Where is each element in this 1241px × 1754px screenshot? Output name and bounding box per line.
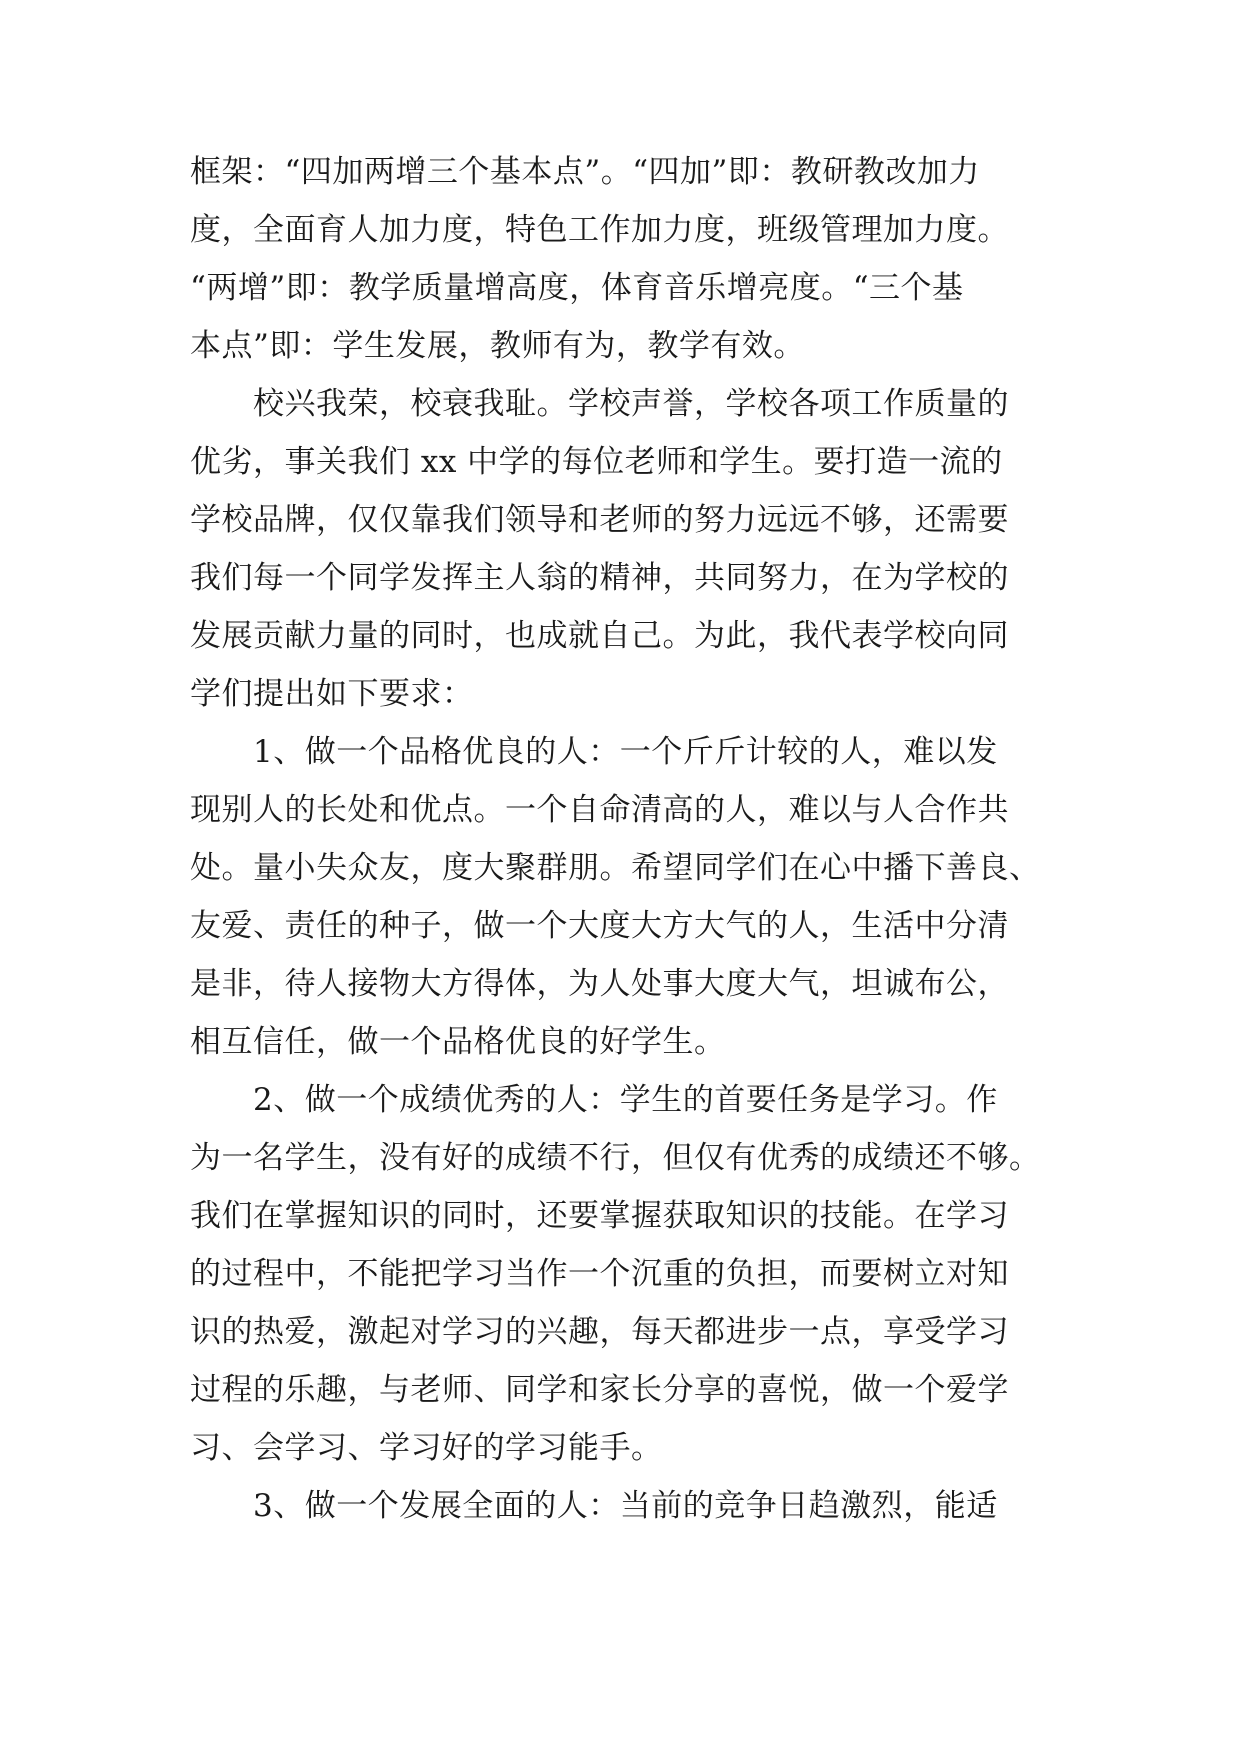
paragraph-start-line: 2、做一个成绩优秀的人：学生的首要任务是学习。作: [253, 1082, 998, 1118]
text-line: 发展贡献力量的同时，也成就自己。为此，我代表学校向同: [190, 618, 1009, 654]
text-line: 过程的乐趣，与老师、同学和家长分享的喜悦，做一个爱学: [190, 1372, 1009, 1408]
text-line: 框架：“四加两增三个基本点”。“四加”即：教研教改加力: [190, 154, 980, 190]
text-line: 学校品牌，仅仅靠我们领导和老师的努力远远不够，还需要: [190, 502, 1009, 538]
text-line: 为一名学生，没有好的成绩不行，但仅有优秀的成绩还不够。: [190, 1140, 1041, 1176]
text-line: 识的热爱，激起对学习的兴趣，每天都进步一点，享受学习: [190, 1314, 1009, 1350]
text-line: 我们在掌握知识的同时，还要掌握获取知识的技能。在学习: [190, 1198, 1009, 1234]
paragraph-start-line: 1、做一个品格优良的人：一个斤斤计较的人，难以发: [253, 734, 998, 770]
text-line: 我们每一个同学发挥主人翁的精神，共同努力，在为学校的: [190, 560, 1009, 596]
text-line: “两增”即：教学质量增高度，体育音乐增亮度。“三个基: [190, 270, 964, 306]
text-line: 相互信任，做一个品格优良的好学生。: [190, 1024, 726, 1060]
text-line: 是非，待人接物大方得体，为人处事大度大气，坦诚布公，: [190, 966, 1009, 1002]
text-line: 度，全面育人加力度，特色工作加力度，班级管理加力度。: [190, 212, 1009, 248]
text-line: 的过程中，不能把学习当作一个沉重的负担，而要树立对知: [190, 1256, 1009, 1292]
text-line: 本点”即：学生发展，教师有为，教学有效。: [190, 328, 805, 364]
text-line: 学们提出如下要求：: [190, 676, 474, 712]
text-line: 友爱、责任的种子，做一个大度大方大气的人，生活中分清: [190, 908, 1009, 944]
text-line: 现别人的长处和优点。一个自命清高的人，难以与人合作共: [190, 792, 1009, 828]
paragraph-start-line: 3、做一个发展全面的人：当前的竞争日趋激烈，能适: [253, 1488, 998, 1524]
text-line: 处。量小失众友，度大聚群朋。希望同学们在心中播下善良、: [190, 850, 1041, 886]
text-line: 习、会学习、学习好的学习能手。: [190, 1430, 663, 1466]
text-line: 优劣，事关我们 xx 中学的每位老师和学生。要打造一流的: [190, 444, 1003, 480]
paragraph-start-line: 校兴我荣，校衰我耻。学校声誉，学校各项工作质量的: [253, 386, 1009, 422]
